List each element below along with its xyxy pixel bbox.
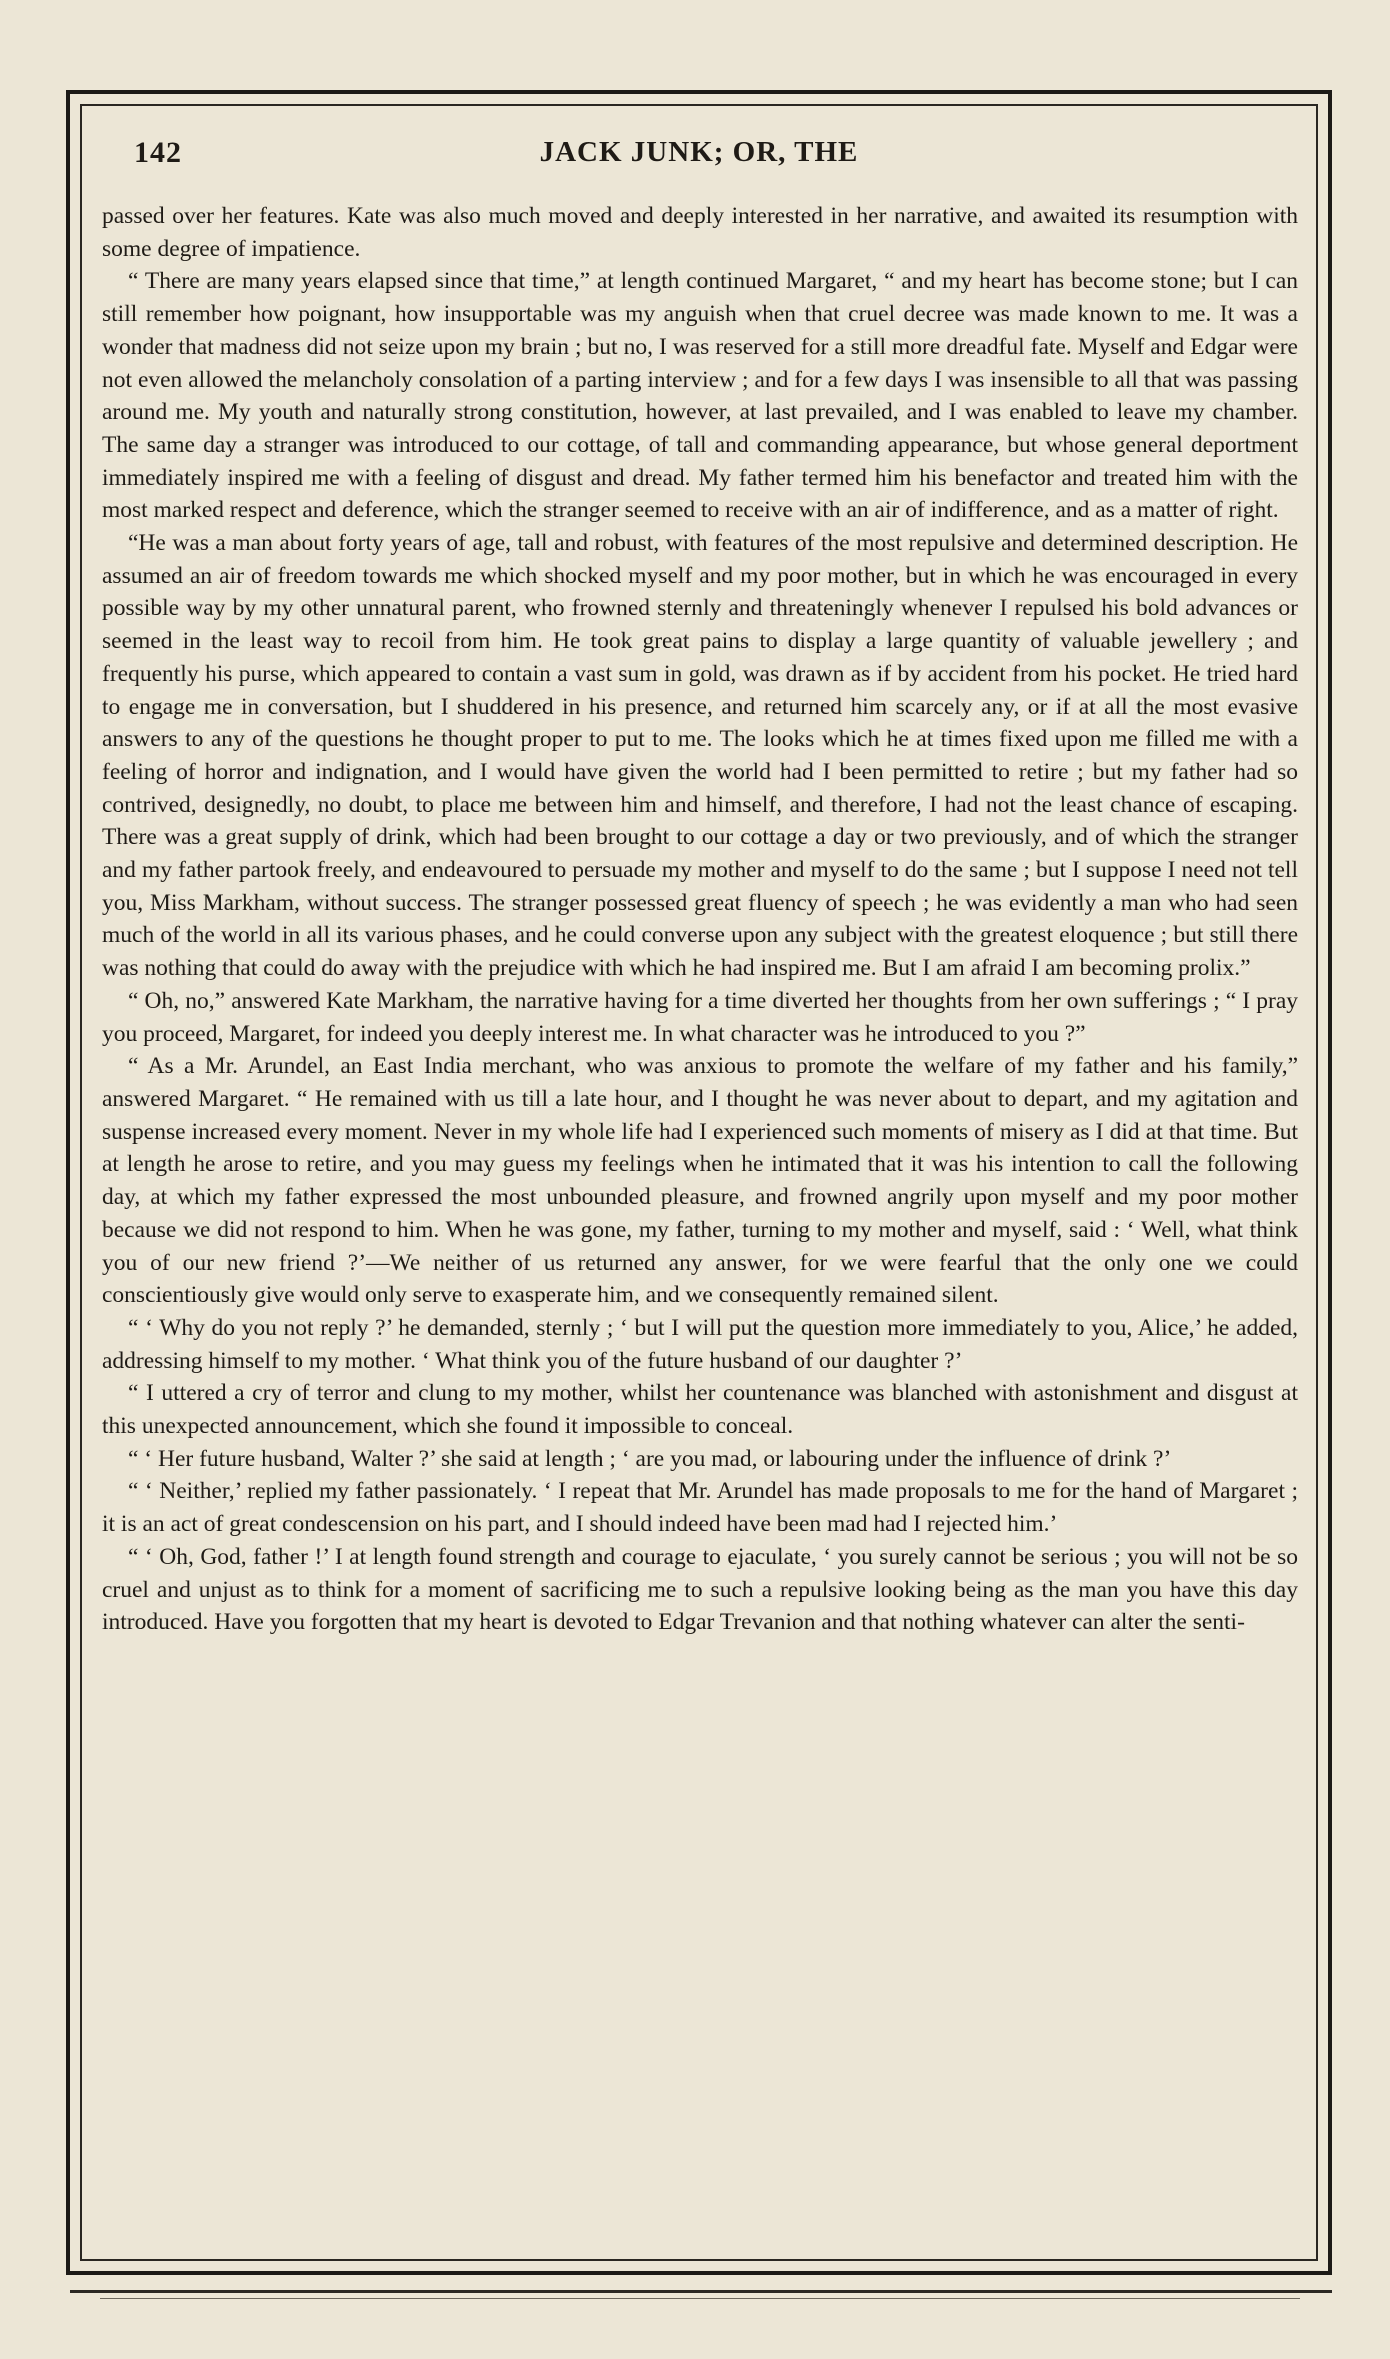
paragraph: “ There are many years elapsed since that time,” at length continued Margaret, “ and my heart has become stone; but I can still remember how poignant, how insupportable was my anguish when that cruel decree was made known to me. It was a wonder that madness did not seize upon my brain ; but no, I was reserved for a still more dreadful fate. Myself and Edgar were not even allowed the melancholy consolation of a parting interview ; and for a few days I was insensible to all that was passing around me. My youth and naturally strong constitution, however, at last prevailed, and I was enabled to leave my chamber. The same day a stranger was introduced to our cottage, of tall and commanding appearance, but whose general deportment immediately inspired me with a feeling of disgust and dread. My father termed him his benefactor and treated him with the most marked respect and deference, which the stranger seemed to receive with an air of indifference, and as a matter of right. — [102, 268, 1298, 524]
page-header — [88, 132, 1310, 182]
paragraph: “ ‘ Oh, God, father !’ I at length found strength and courage to ejaculate, ‘ you surely cannot be serious ; you will not be so cruel and unjust as to think for a moment of sacrificing me to such a repulsive looking being as the man you have this day introduced. Have you forgotten that my heart is devoted to Edgar Trevanion and that nothing whatever can alter the senti- — [102, 1543, 1298, 1636]
paragraph: passed over her features. Kate was also much moved and deeply interested in her narrative, and awaited its resumption with some degree of impatience. — [102, 203, 1298, 262]
paragraph: “ ‘ Neither,’ replied my father passionately. ‘ I repeat that Mr. Arundel has made proposals to me for the hand of Margaret ; it is an act of great condescension on his part, and I should indeed have been mad had I rejected him.’ — [102, 1478, 1298, 1538]
paragraph: “ As a Mr. Arundel, an East India merchant, who was anxious to promote the welfare of my father and his family,” answered Margaret. “ He remained with us till a late hour, and I thought he was never about to depart, and my agitation and suspense increased every moment. Never in my whole life had I experienced such moments of misery as I did at that time. But at length he arose to retire, and you may guess my feelings when he intimated that it was his intention to call the following day, at which my father expressed the most unbounded pleasure, and frowned angrily upon myself and my poor mother because we did not respond to him. When he was gone, my father, turning to my mother and myself, said : ‘ Well, what think you of our new friend ?’—We neither of us returned any answer, for we were fearful that the only one we could conscientiously give would only serve to exasperate him, and we consequently remained silent. — [102, 1053, 1298, 1309]
bottom-rule-thin — [100, 2298, 1300, 2299]
running-head: JACK JUNK; OR, THE — [539, 136, 859, 168]
page-number: 142 — [134, 136, 182, 169]
paragraph: “ ‘ Her future husband, Walter ?’ she said at length ; ‘ are you mad, or labouring under the influence of drink ?’ — [128, 1445, 1172, 1472]
bottom-rule — [70, 2290, 1332, 2293]
paragraph: “ I uttered a cry of terror and clung to my mother, whilst her countenance was blanched with astonishment and disgust at this unexpected announcement, which she found it impossible to conceal. — [102, 1380, 1298, 1440]
paragraph: “ Oh, no,” answered Kate Markham, the narrative having for a time diverted her thoughts from her own sufferings ; “ I pray you proceed, Margaret, for indeed you deeply interest me. In what character was he introduced to you ?” — [102, 987, 1298, 1047]
body-text — [102, 200, 1298, 1639]
paragraph: “ ‘ Why do you not reply ?’ he demanded, sternly ; ‘ but I will put the question more immediately to you, Alice,’ he added, addressing himself to my mother. ‘ What think you of the future husband of our daughter ?’ — [102, 1314, 1298, 1374]
paragraph: “He was a man about forty years of age, tall and robust, with features of the most repulsive and determined description. He assumed an air of freedom towards me which shocked myself and my poor mother, but in which he was encouraged in every possible way by my other unnatural parent, who frowned sternly and threateningly whenever I repulsed his bold advances or seemed in the least way to recoil from him. He took great pains to display a large quantity of valuable jewellery ; and frequently his purse, which appeared to contain a vast sum in gold, was drawn as if by accident from his pocket. He tried hard to engage me in conversation, but I shuddered in his presence, and returned him scarcely any, or if at all the most evasive answers to any of the questions he thought proper to put to me. The looks which he at times fixed upon me filled me with a feeling of horror and indignation, and I would have given the world had I been permitted to retire ; but my father had so contrived, designedly, no doubt, to place me between him and himself, and therefore, I had not the least chance of escaping. There was a great supply of drink, which had been brought to our cottage a day or two previously, and of which the stranger and my father partook freely, and endeavoured to persuade my mother and myself to do the same ; but I suppose I need not tell you, Miss Markham, without success. The stranger possessed great fluency of speech ; he was evidently a man who had seen much of the world in all its various phases, and he could converse upon any subject with the greatest eloquence ; but still there was nothing that could do away with the prejudice with which he had inspired me. But I am afraid I am becoming prolix.” — [102, 530, 1298, 982]
